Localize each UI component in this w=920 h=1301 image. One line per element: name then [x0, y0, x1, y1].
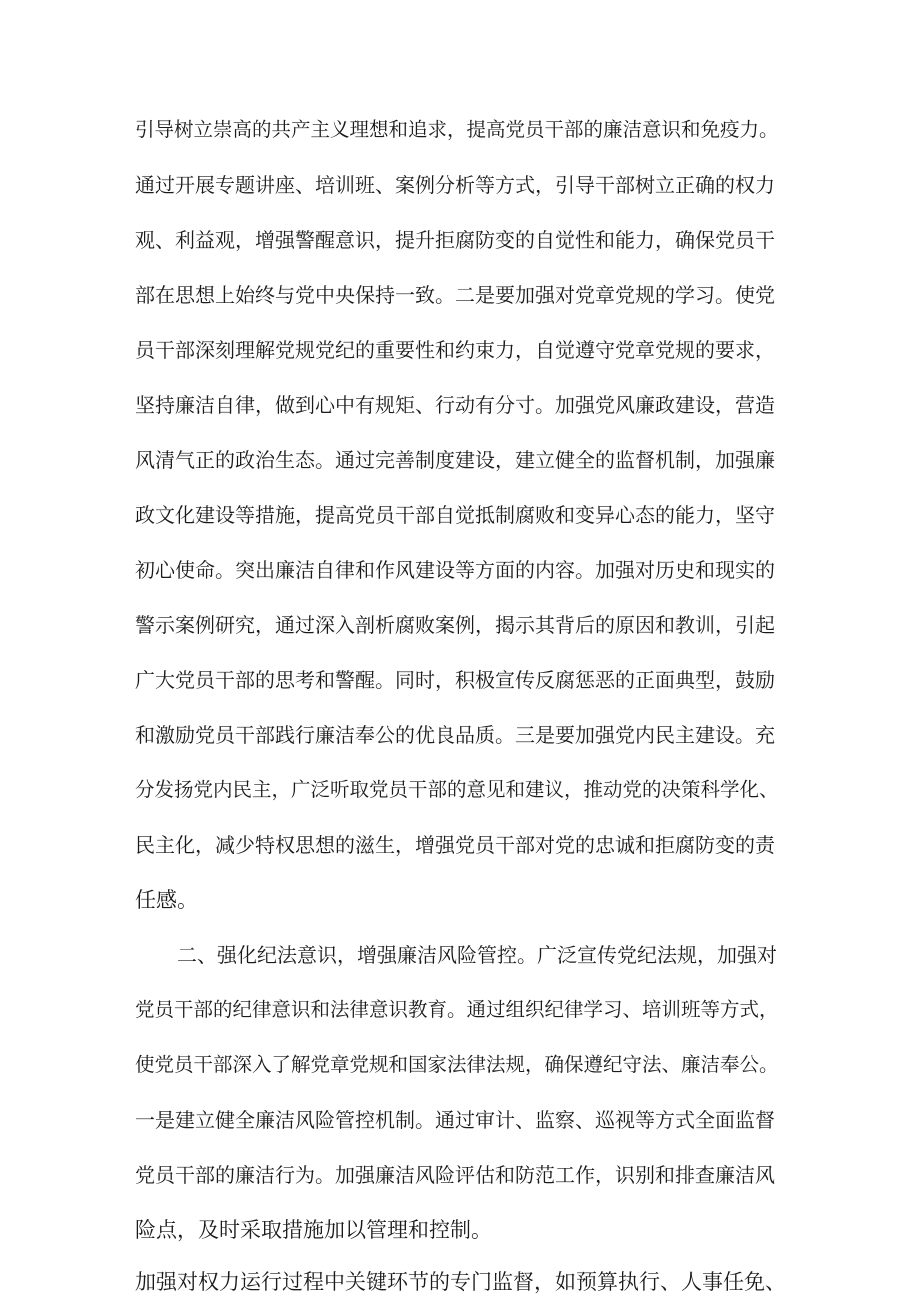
text-line: 风清气正的政治生态。通过完善制度建设，建立健全的监督机制，加强廉 — [135, 448, 775, 472]
text-line: 分发扬党内民主，广泛听取党员干部的意见和建议，推动党的决策科学化、 — [135, 778, 779, 801]
text-line: 一是建立健全廉洁风险管控机制。通过审计、监察、巡视等方式全面监督 — [135, 1108, 775, 1132]
text-line: 党员干部的廉洁行为。加强廉洁风险评估和防范工作，识别和排查廉洁风 — [135, 1163, 775, 1187]
text-line: 初心使命。突出廉洁自律和作风建设等方面的内容。加强对历史和现实的 — [135, 558, 775, 582]
text-line: 政文化建设等措施，提高党员干部自觉抵制腐败和变异心态的能力，坚守 — [135, 503, 775, 527]
text-line: 部在思想上始终与党中央保持一致。二是要加强对党章党规的学习。使党 — [135, 283, 775, 307]
text-line: 加强对权力运行过程中关键环节的专门监督，如预算执行、人事任免、 — [135, 1270, 786, 1294]
text-line: 和激励党员干部践行廉洁奉公的优良品质。三是要加强党内民主建设。充 — [135, 723, 775, 747]
text-line: 通过开展专题讲座、培训班、案例分析等方式，引导干部树立正确的权力 — [135, 173, 775, 197]
text-line: 使党员干部深入了解党章党规和国家法律法规，确保遵纪守法、廉洁奉公。 — [135, 1053, 779, 1076]
section-heading-line: 二、强化纪法意识，增强廉洁风险管控。广泛宣传党纪法规，加强对 — [177, 943, 777, 967]
text-line: 广大党员干部的思考和警醒。同时，积极宣传反腐惩恶的正面典型，鼓励 — [135, 668, 775, 692]
text-line: 险点，及时采取措施加以管理和控制。 — [135, 1218, 492, 1242]
text-line: 警示案例研究，通过深入剖析腐败案例，揭示其背后的原因和教训，引起 — [135, 613, 775, 637]
text-line: 任感。 — [135, 888, 198, 912]
text-line: 党员干部的纪律意识和法律意识教育。通过组织纪律学习、培训班等方式， — [135, 998, 779, 1021]
text-line: 坚持廉洁自律，做到心中有规矩、行动有分寸。加强党风廉政建设，营造 — [135, 393, 775, 417]
text-line: 民主化，减少特权思想的滋生，增强党员干部对党的忠诚和拒腐防变的责 — [135, 833, 775, 857]
text-line: 引导树立崇高的共产主义理想和追求，提高党员干部的廉洁意识和免疫力。 — [135, 118, 779, 141]
text-line: 员干部深刻理解党规党纪的重要性和约束力，自觉遵守党章党规的要求， — [135, 338, 775, 362]
text-line: 观、利益观，增强警醒意识，提升拒腐防变的自觉性和能力，确保党员干 — [135, 228, 775, 252]
